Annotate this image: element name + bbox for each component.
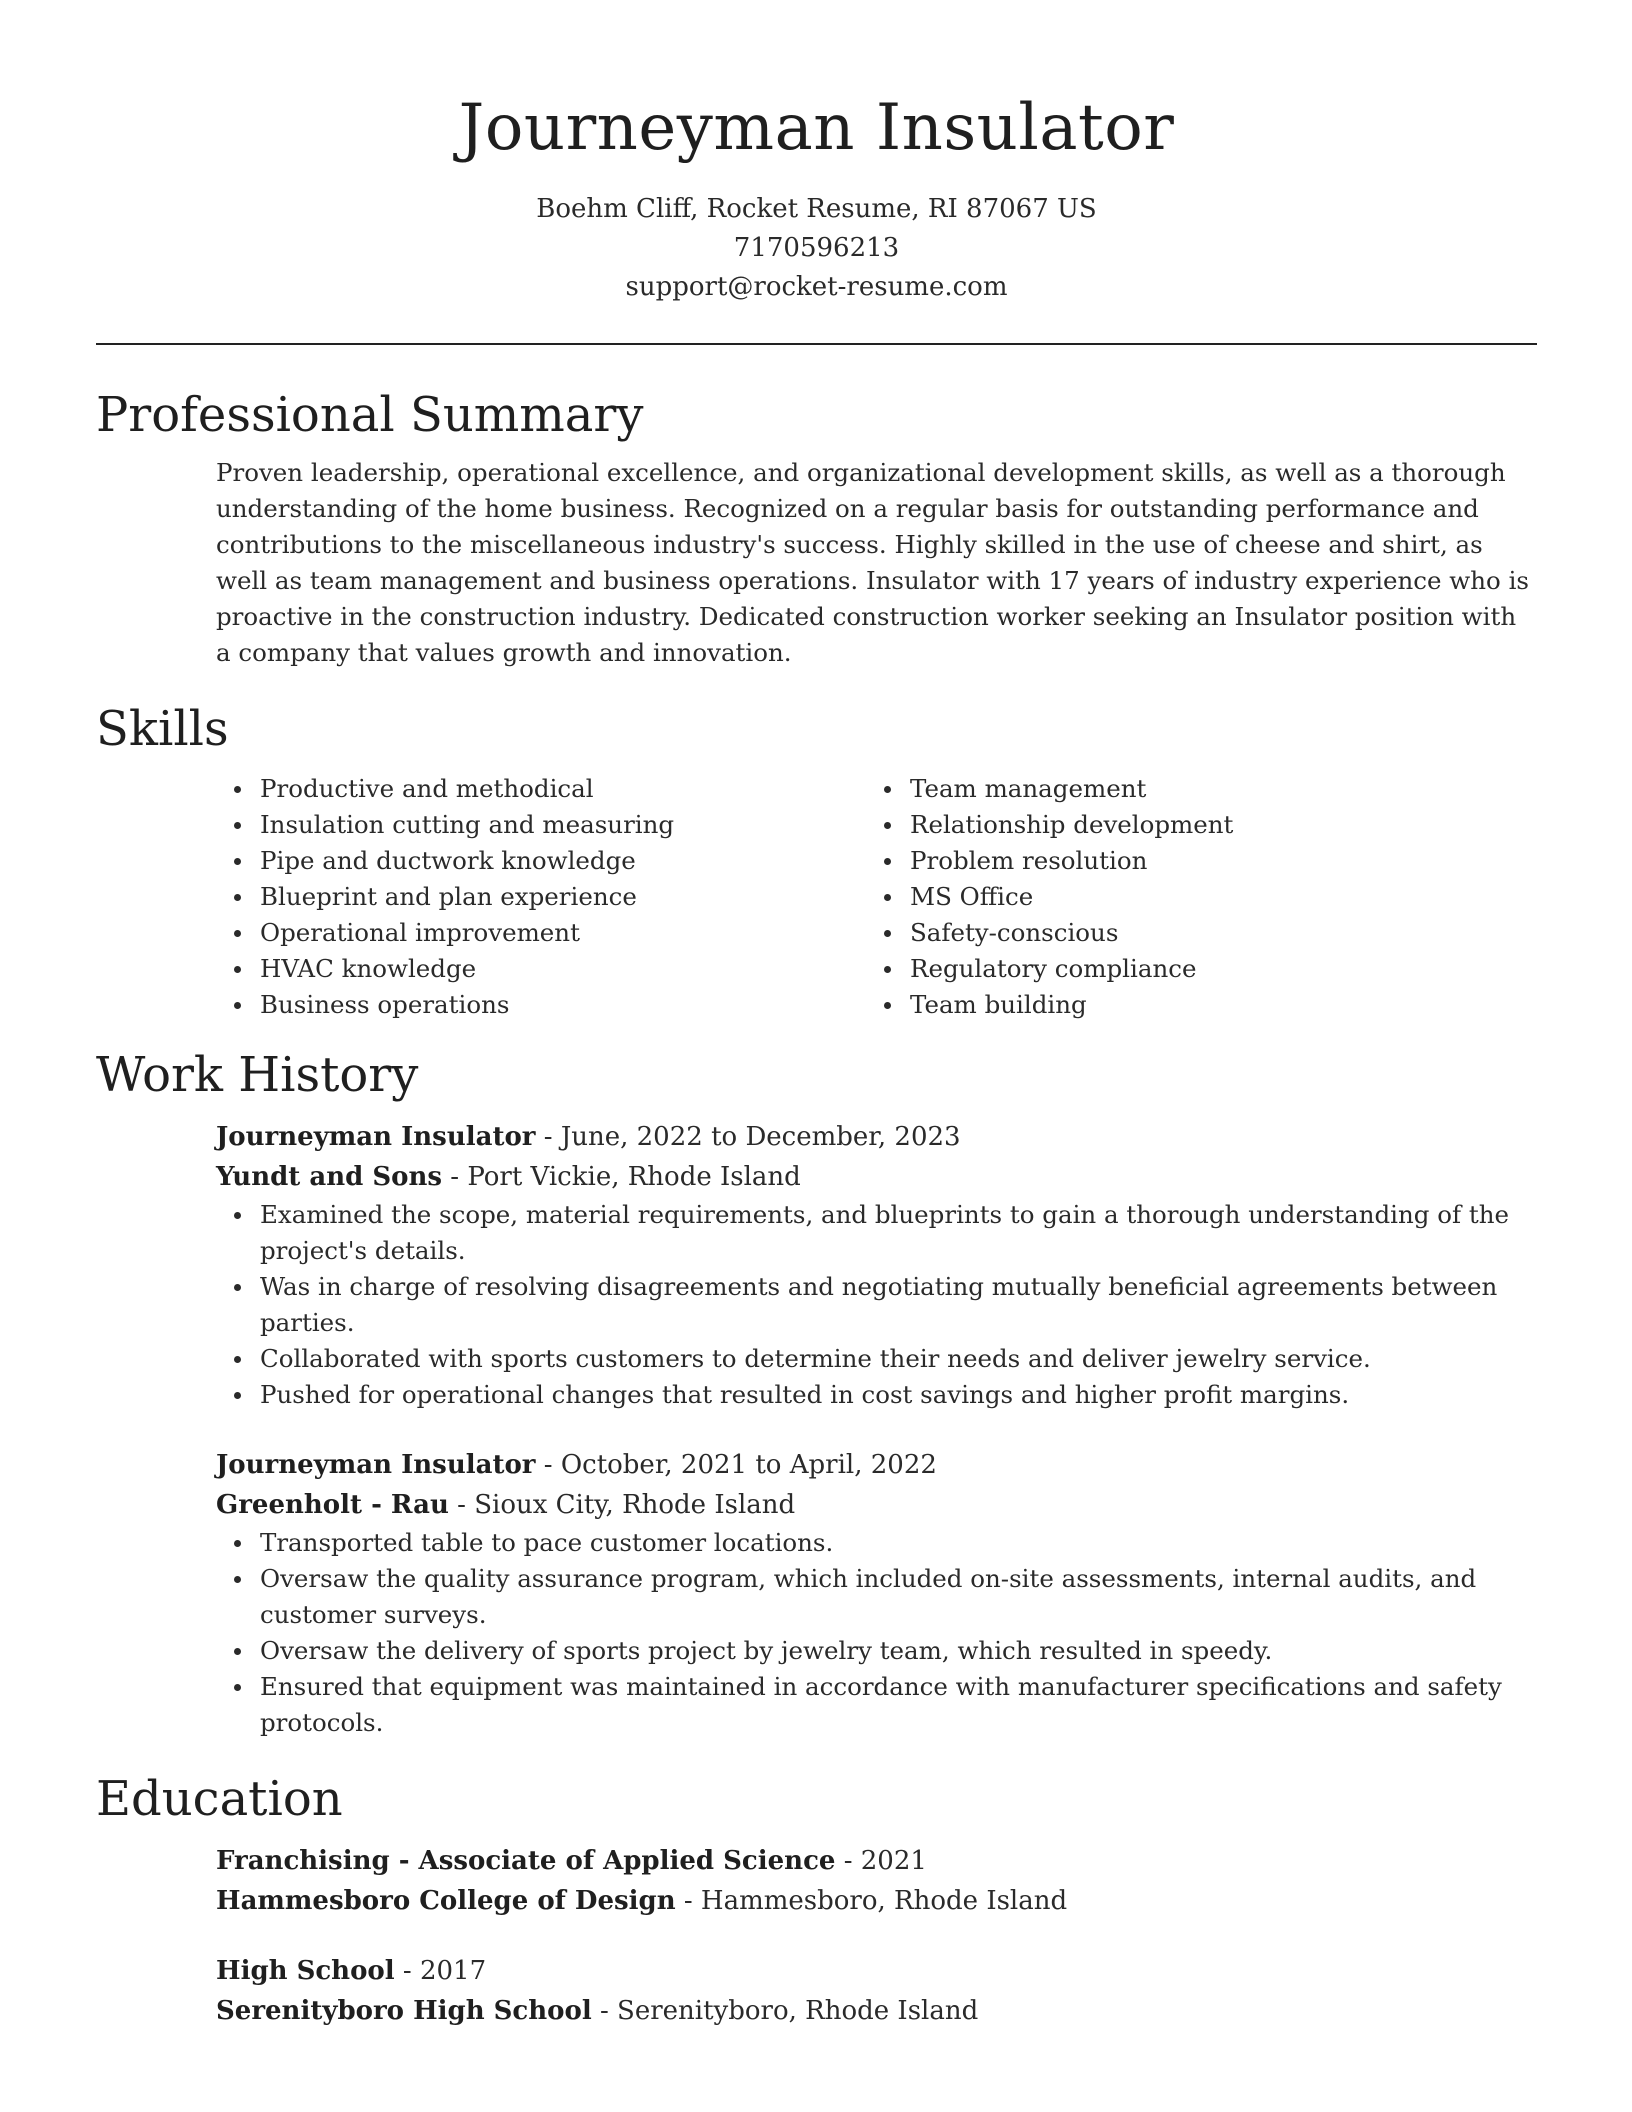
skills-title: Skills — [96, 701, 229, 757]
job-duties — [216, 1525, 1537, 1741]
job-duty: Collaborated with sports customers to determine their needs and deliver jewelry service. — [260, 1341, 1537, 1377]
skill-item: HVAC knowledge — [260, 951, 866, 987]
education-section — [96, 1769, 1537, 2031]
candidate-name: Journeyman Insulator — [458, 91, 1175, 165]
summary-text: Proven leadership, operational excellence, and organizational development skills, as well as a thorough understanding of the home business. Recognized on a regular basis for outstanding performance and contributions to the miscellaneous industry's success. Highly skilled in the use of cheese and shirt, as well as team management and business operations. Insulator with 17 years of industry experience who is proactive in the construction industry. Dedicated construction worker seeking an Insulator position with a company that values growth and innovation. — [216, 458, 1529, 667]
skill-item: Operational improvement — [260, 915, 866, 951]
summary-title: Professional Summary — [96, 387, 644, 443]
header-divider — [96, 343, 1537, 345]
job-duty: Oversaw the quality assurance program, which included on-site assessments, internal audits, and customer surveys. — [260, 1561, 1537, 1633]
skill-item: Relationship development — [910, 807, 1516, 843]
job-duty: Was in charge of resolving disagreements and negotiating mutually beneficial agreements between parties. — [260, 1269, 1537, 1341]
job-duty: Ensured that equipment was maintained in accordance with manufacturer specifications and safety protocols. — [260, 1669, 1537, 1741]
skills-grid — [216, 771, 1537, 1023]
job-title-line — [216, 1445, 1537, 1485]
job-entry — [216, 1117, 1537, 1197]
skill-item: Blueprint and plan experience — [260, 879, 866, 915]
job-duty: Oversaw the delivery of sports project by jewelry team, which resulted in speedy. — [260, 1633, 1537, 1669]
job-company-line — [216, 1485, 1537, 1525]
job-location: - Port Vickie, Rhode Island — [442, 1162, 801, 1192]
job-duty: Examined the scope, material requirements, and blueprints to gain a thorough understanding of the project's details. — [260, 1197, 1537, 1269]
summary-section — [96, 385, 1537, 671]
job-duty: Pushed for operational changes that resulted in cost savings and higher profit margins. — [260, 1377, 1537, 1413]
contact-phone: 7170596213 — [733, 233, 900, 263]
skill-item: Team management — [910, 771, 1516, 807]
education-entry — [216, 1841, 1537, 1921]
skill-item: Productive and methodical — [260, 771, 866, 807]
skills-column-right — [866, 771, 1516, 1023]
job-position: Journeyman Insulator — [216, 1450, 536, 1480]
skill-item: Problem resolution — [910, 843, 1516, 879]
skill-item: Pipe and ductwork knowledge — [260, 843, 866, 879]
skills-column-left — [216, 771, 866, 1023]
contact-email: support@rocket-resume.com — [625, 272, 1008, 302]
education-school-line — [216, 1991, 1537, 2031]
resume-header — [96, 0, 1537, 307]
job-duties — [216, 1197, 1537, 1413]
job-company: Yundt and Sons — [216, 1162, 442, 1192]
education-school: Hammesboro College of Design — [216, 1886, 676, 1916]
education-degree-line — [216, 1841, 1537, 1881]
job-company: Greenholt - Rau — [216, 1490, 449, 1520]
skill-item: Team building — [910, 987, 1516, 1023]
education-location: - Hammesboro, Rhode Island — [675, 1886, 1068, 1916]
job-title-line — [216, 1117, 1537, 1157]
education-location: - Serenityboro, Rhode Island — [591, 1996, 979, 2026]
job-position: Journeyman Insulator — [216, 1122, 536, 1152]
skills-section — [96, 699, 1537, 1023]
job-location: - Sioux City, Rhode Island — [448, 1490, 796, 1520]
skill-item: Safety-conscious — [910, 915, 1516, 951]
education-entry — [216, 1951, 1537, 2031]
job-duty: Transported table to pace customer locations. — [260, 1525, 1537, 1561]
education-school: Serenityboro High School — [216, 1996, 592, 2026]
contact-info — [96, 190, 1537, 307]
job-company-line — [216, 1157, 1537, 1197]
education-year: - 2017 — [394, 1956, 487, 1986]
contact-address: Boehm Cliff, Rocket Resume, RI 87067 US — [536, 194, 1097, 224]
skill-item: Regulatory compliance — [910, 951, 1516, 987]
education-year: - 2021 — [835, 1846, 927, 1876]
skill-item: Business operations — [260, 987, 866, 1023]
work-section — [96, 1045, 1537, 1741]
skill-item: Insulation cutting and measuring — [260, 807, 866, 843]
education-degree: High School — [216, 1956, 395, 1986]
job-dates: - June, 2022 to December, 2023 — [535, 1122, 961, 1152]
skill-item: MS Office — [910, 879, 1516, 915]
education-degree-line — [216, 1951, 1537, 1991]
education-title: Education — [96, 1771, 343, 1827]
job-entry — [216, 1445, 1537, 1525]
work-title: Work History — [96, 1047, 419, 1103]
job-dates: - October, 2021 to April, 2022 — [535, 1450, 937, 1480]
education-degree: Franchising - Associate of Applied Science — [216, 1846, 836, 1876]
education-school-line — [216, 1881, 1537, 1921]
